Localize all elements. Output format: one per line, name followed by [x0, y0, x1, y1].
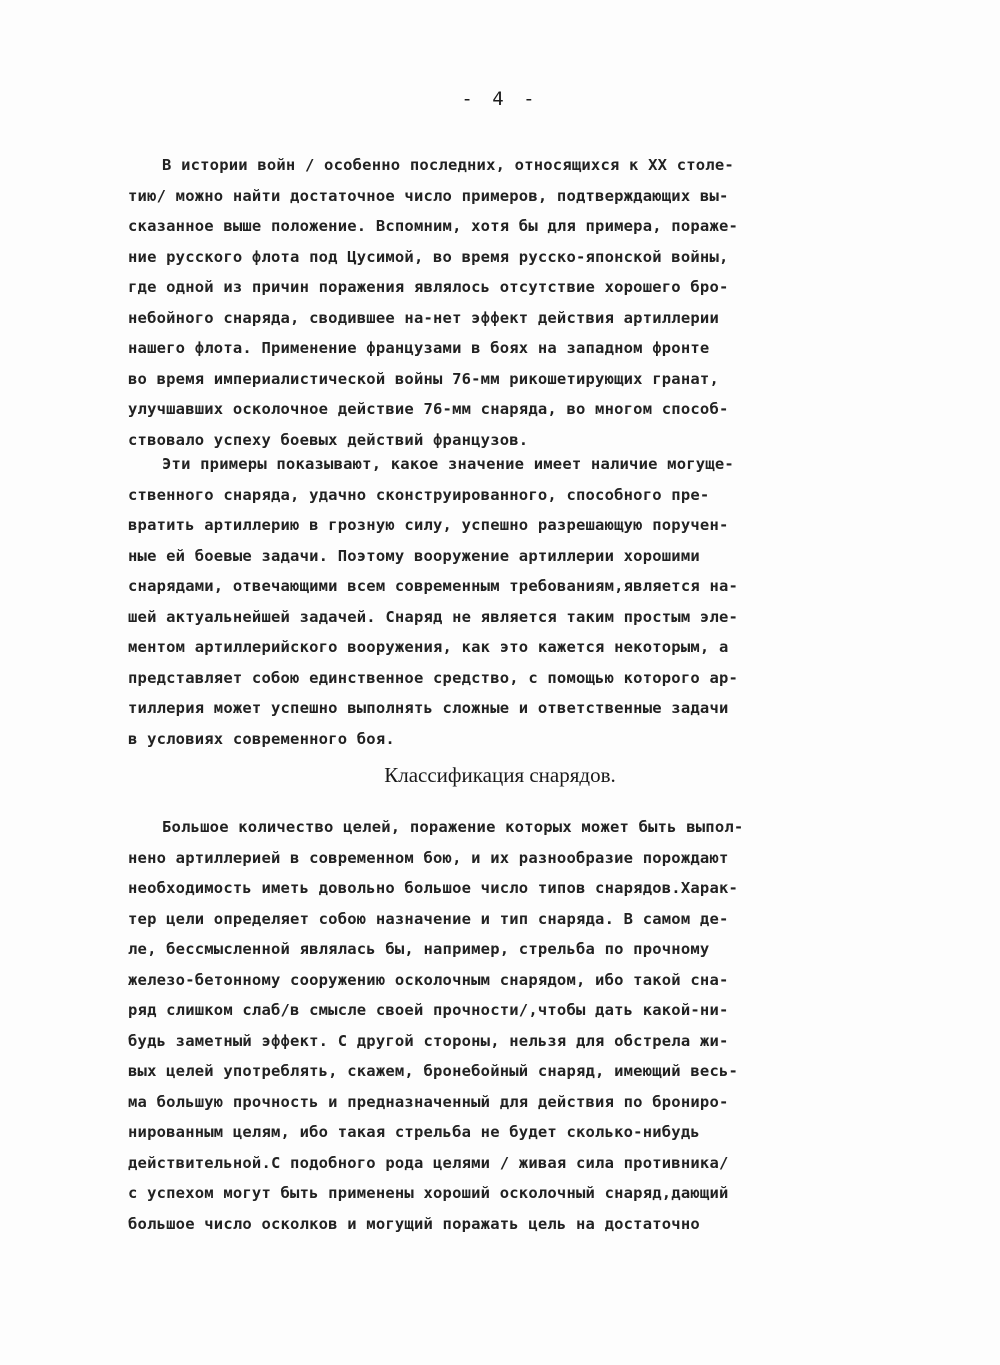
text-line: снарядами, отвечающими всем современным требованиям,является на- — [128, 577, 739, 595]
text-line: тер цели определяет собою назначение и тип снаряда. В самом де- — [128, 909, 729, 928]
text-line: тиллерия может успешно выполнять сложные и ответственные задачи — [128, 699, 729, 717]
text-line: ряд слишком слаб/в смысле своей прочности/,чтобы дать какой-ни- — [128, 1001, 729, 1019]
text-line: В истории войн / особенно последних, относящихся к XX столе- — [162, 156, 734, 174]
text-line: небойного снаряда, сводившее на-нет эффект действия артиллерии — [128, 308, 719, 327]
text-line: во время империалистической войны 76-мм рикошетирующих гранат, — [128, 369, 719, 388]
text-line: нированным целям, ибо такая стрельба не будет сколько-нибудь — [128, 1123, 700, 1141]
text-line: большое число осколков и могущий поражать цель на достаточно — [128, 1214, 700, 1233]
text-line: нено артиллерией в современном бою, и их разнообразие порождают — [128, 848, 729, 867]
text-line: вых целей употреблять, скажем, бронебойный снаряд, имеющий весь- — [128, 1062, 739, 1080]
text-line: ственного снаряда, удачно сконструированного, способного пре- — [128, 485, 710, 504]
page-number: - 4 - — [461, 88, 539, 110]
text-line: где одной из причин поражения являлось отсутствие хорошего бро- — [128, 278, 729, 296]
text-line: Большое количество целей, поражение которых может быть выпол- — [162, 818, 744, 836]
text-line: железо-бетонному сооружению осколочным снарядом, ибо такой сна- — [128, 970, 729, 989]
text-line: шей актуальнейшей задачей. Снаряд не является таким простым эле- — [128, 607, 739, 626]
text-line: улучшавших осколочное действие 76-мм снаряда, во многом способ- — [128, 400, 729, 418]
text-line: ние русского флота под Цусимой, во время русско-японской войны, — [128, 247, 729, 266]
paragraph-1 — [128, 150, 866, 455]
paragraph-2 — [128, 449, 866, 754]
text-line: вратить артиллерию в грозную силу, успешно разрешающую поручен- — [128, 516, 729, 534]
text-line: тию/ можно найти достаточное число примеров, подтверждающих вы- — [128, 186, 729, 205]
text-line: нашего флота. Применение французами в боях на западном фронте — [128, 339, 710, 357]
text-line: ные ей боевые задачи. Поэтому вооружение артиллерии хорошими — [128, 546, 700, 565]
section-heading: Классификация снарядов. — [384, 763, 616, 787]
text-line: ствовало успеху боевых действий французов. — [128, 430, 529, 449]
text-line: с успехом могут быть применены хороший осколочный снаряд,дающий — [128, 1184, 729, 1202]
text-line: необходимость иметь довольно большое число типов снарядов.Харак- — [128, 879, 739, 897]
text-line: действительной.С подобного рода целями / живая сила противника/ — [128, 1153, 729, 1172]
text-line: Эти примеры показывают, какое значение имеет наличие могуще- — [162, 455, 734, 473]
text-line: ментом артиллерийского вооружения, как это кажется некоторым, а — [128, 638, 729, 656]
text-line: представляет собою единственное средство, с помощью которого ар- — [128, 668, 739, 687]
text-line: будь заметный эффект. С другой стороны, нельзя для обстрела жи- — [128, 1031, 729, 1050]
text-line: сказанное выше положение. Вспомним, хотя бы для примера, пораже- — [128, 217, 739, 235]
text-line: в условиях современного боя. — [128, 729, 395, 748]
text-line: ле, бессмысленной являлась бы, например, стрельба по прочному — [128, 940, 710, 958]
text-line: ма большую прочность и предназначенный для действия по брониро- — [128, 1092, 729, 1111]
paragraph-3 — [128, 812, 866, 1239]
